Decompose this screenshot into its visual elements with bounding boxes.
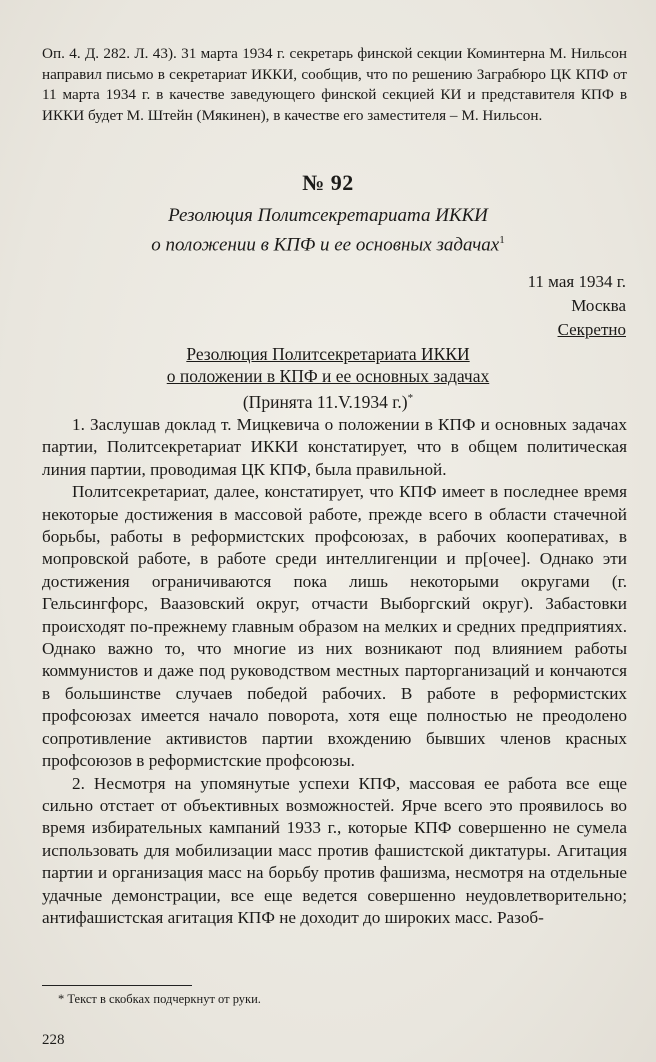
document-title-line-2: о положении в КПФ и ее основных задачах$^1$ <box>151 234 505 256</box>
paragraph-1: 1. Заслушав доклад т. Мицкевича о положении в КПФ и основных задачах партии, Политсекретариат ИККИ констатирует, что в общем политическая линия партии, проводимая ЦК КПФ, была правильной. <box>42 415 627 479</box>
page-number: 228 <box>42 1032 65 1048</box>
document-number: № 92 <box>302 170 354 195</box>
paragraph-3: 2. Несмотря на упомянутые успехи КПФ, массовая ее работа все еще сильно отстает от объективных возможностей. Ярче всего это проявилось во время избирательных кампаний 1933 г., которые КПФ совершенно не сумела использовать для мобилизации масс против фашистской диктатуры. Агитация партии и организация масс на борьбу против фашизма, несмотря на отдельные удачные демонстрации, все еще ведется совершенно неудовлетворительно; антифашистская агитация КПФ не доходит до широких масс. Разоб- <box>42 773 627 927</box>
document-place: Москва <box>571 296 626 315</box>
resolution-body <box>42 414 627 929</box>
resolution-heading-line-3: (Принята 11.V.1934 г.)* <box>242 391 414 412</box>
footnote-divider <box>42 985 192 986</box>
resolution-heading <box>0 343 656 413</box>
intro-text: Оп. 4. Д. 282. Л. 43). 31 марта 1934 г. секретарь финской секции Коминтерна М. Нильсон направил письмо в секретариат ИККИ, сообщив, что по решению Заграбюро ЦК КПФ от 11 марта 1934 г. в качестве заведующего финской секцией КИ и представителя КПФ в ИККИ будет М. Штейн (Мякинен), в качестве его заместителя – М. Нильсон. <box>42 45 627 124</box>
resolution-heading-line-1: Резолюция Политсекретариата ИККИ <box>186 344 470 364</box>
footnote: * Текст в скобках подчеркнут от руки. <box>58 992 261 1006</box>
resolution-heading-line-2: о положении в КПФ и ее основных задачах <box>166 366 490 386</box>
paragraph-2: Политсекретариат, далее, констатирует, что КПФ имеет в последнее время некоторые достижения в массовой работе, прежде всего в области стачечной борьбы, работы в реформистских профсоюзах, в рабочих кооперативах, в мопровской работе, в работе среди интеллигенции и пр[очее]. Однако эти достижения ограничиваются пока лишь некоторыми округами (г. Гельсингфорс, Ваазовский округ, отчасти Выборгский округ). Забастовки происходят по-прежнему главным образом на мелких и средних предприятиях. Однако важно то, что многие из них возникают под влиянием работы коммунистов и даже под руководством местных парторганизаций и кончаются в большинстве случаев победой рабочих. В работе в реформистских профсоюзах имеется начало поворота, хотя еще полностью не преодолено сопротивление активистов партии вхождению бывших членов красных профсоюзов в реформистские профсоюзы. <box>42 482 627 771</box>
title-note-mark: 1 <box>499 234 505 246</box>
classification-label: Секретно <box>557 320 626 339</box>
heading-note-mark: * <box>407 392 414 404</box>
intro-paragraph <box>42 44 627 126</box>
document-title-line-1: Резолюция Политсекретариата ИККИ <box>168 205 488 226</box>
document-meta <box>528 270 626 342</box>
document-date: 11 мая 1934 г. <box>527 272 626 291</box>
document-title <box>0 204 656 257</box>
